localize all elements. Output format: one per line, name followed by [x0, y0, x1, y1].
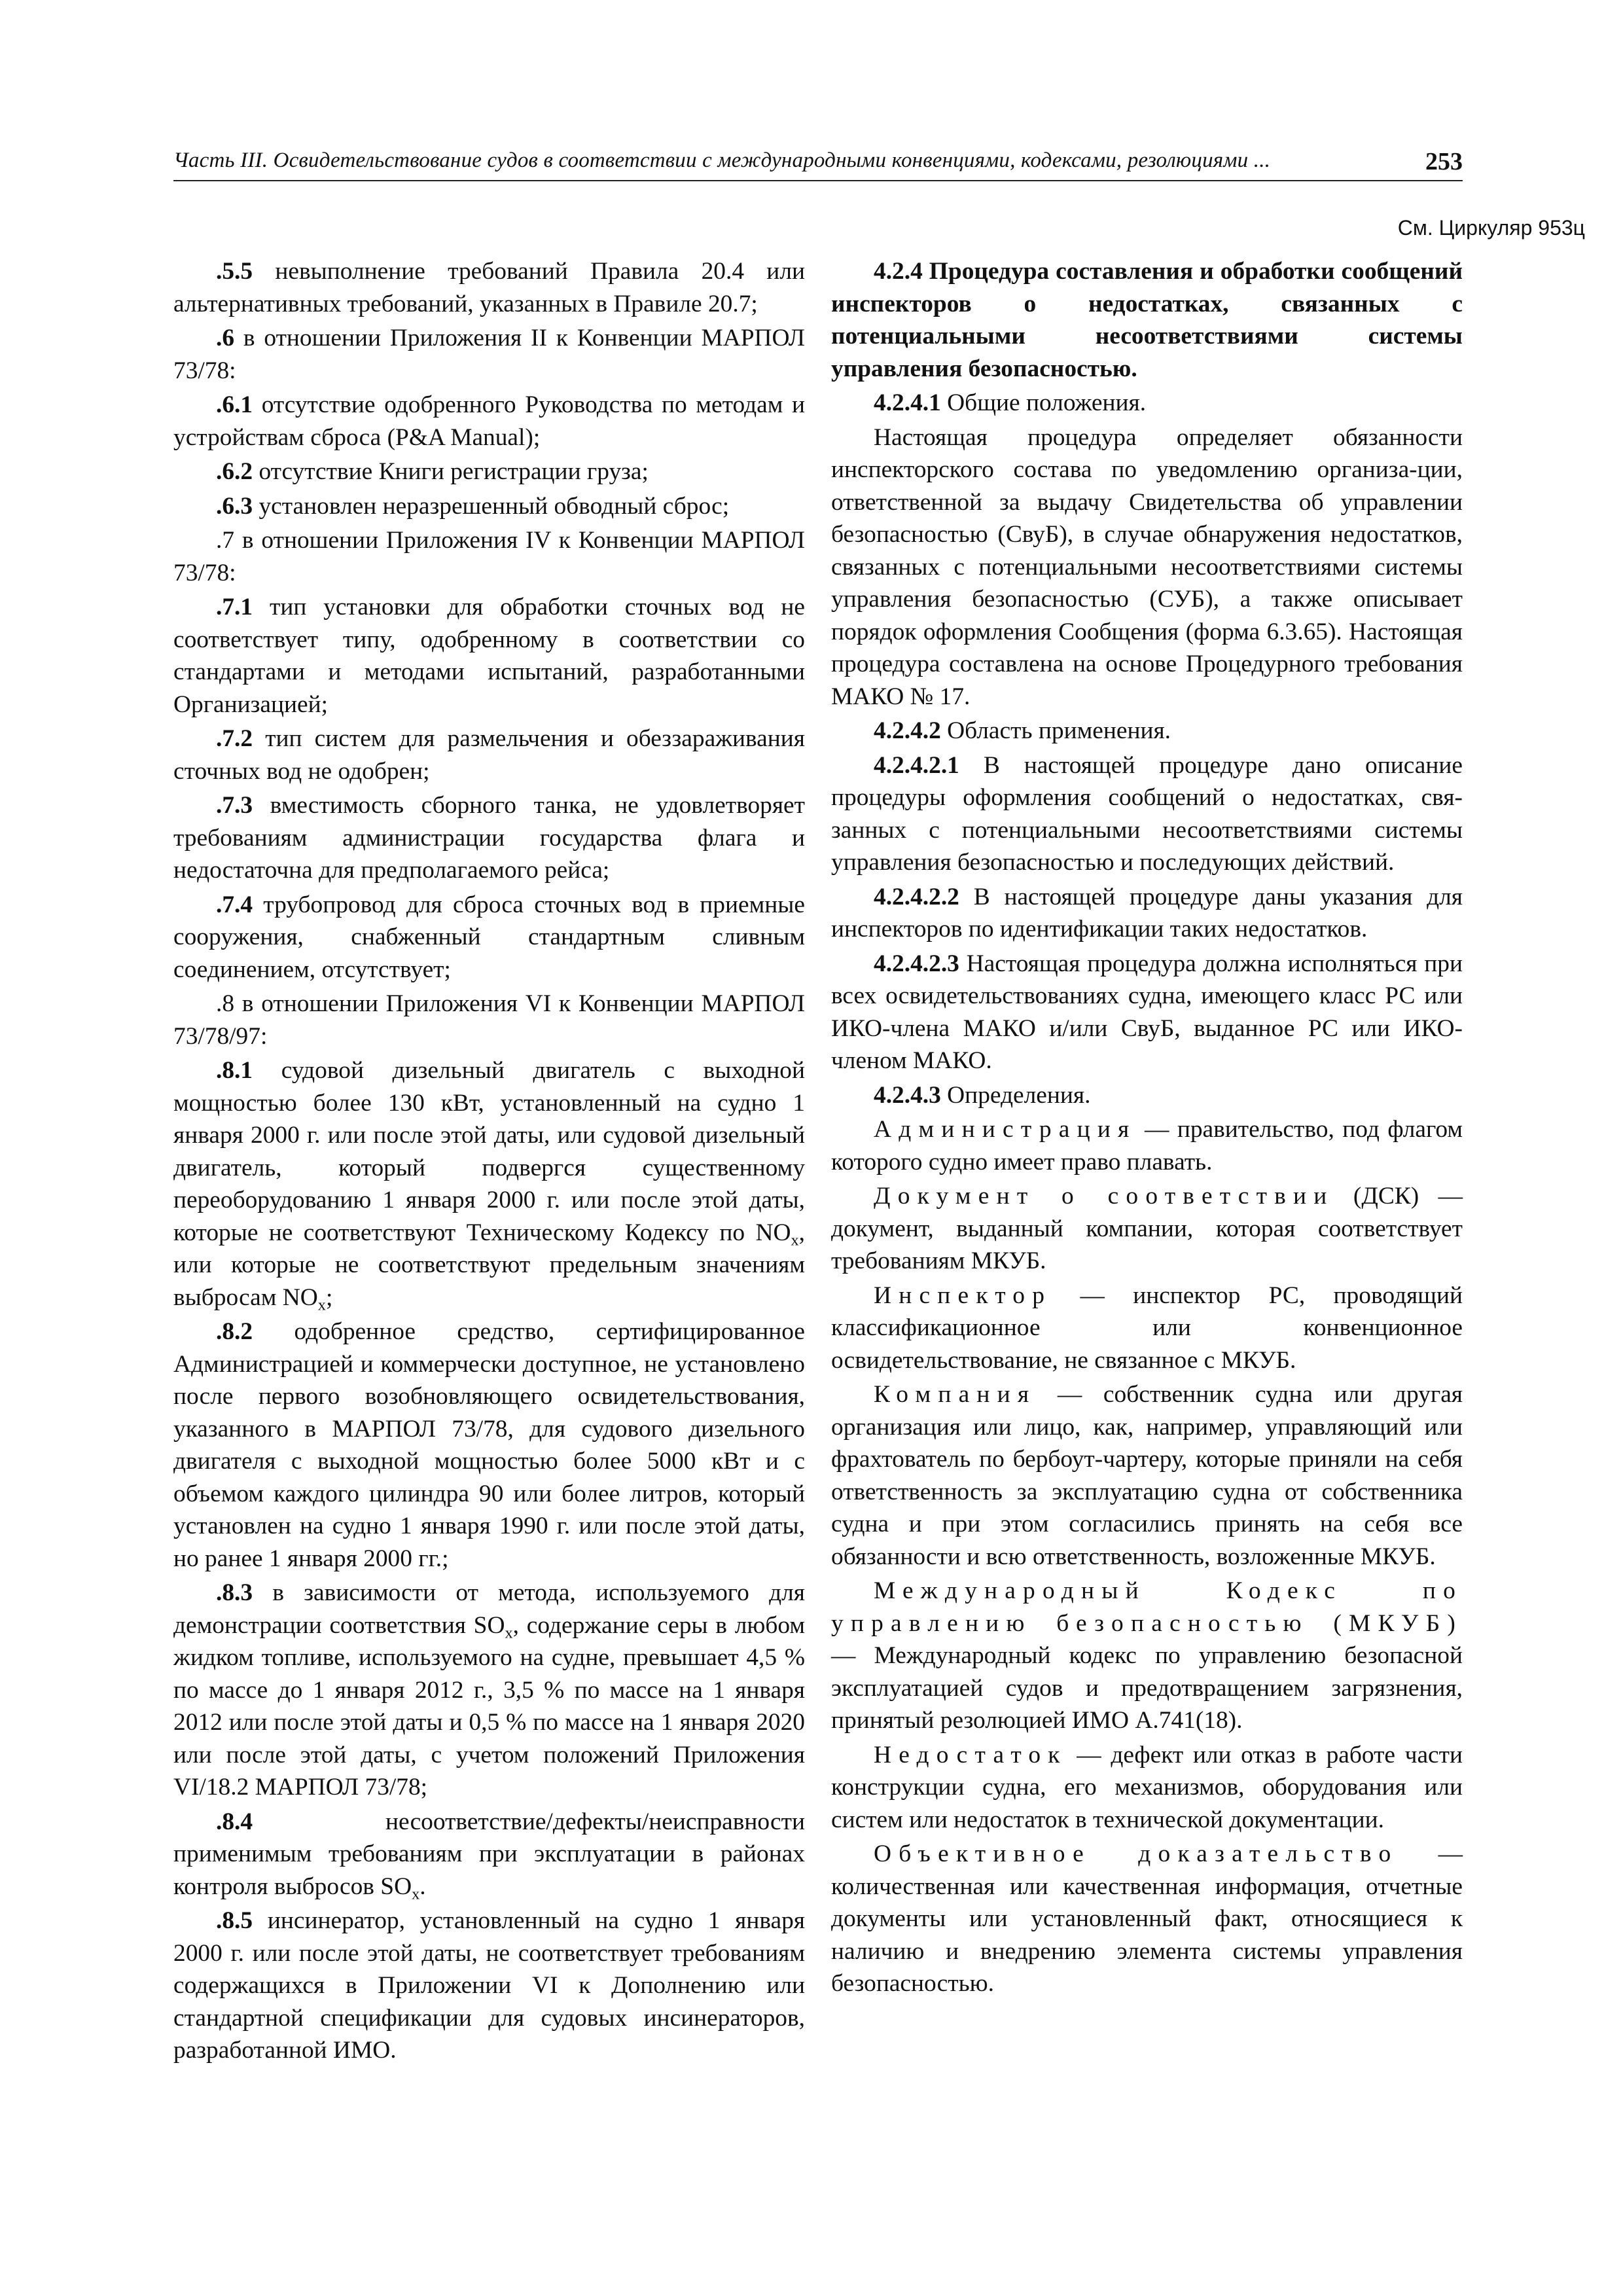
definition-term: Международный Кодекс по управлению безопасностью (МКУБ): [831, 1577, 1463, 1637]
paragraph: [173, 889, 805, 986]
paragraph-text: Область применения.: [940, 717, 1171, 744]
definition-text: — правительство, под флагом которого судно имеет право плавать.: [831, 1116, 1463, 1175]
running-header: [173, 147, 1463, 181]
definition-term: Недостаток: [874, 1741, 1067, 1768]
subscript: x: [505, 1623, 513, 1641]
item-number: .7.1: [216, 594, 253, 620]
paragraph-text: несоответствие/дефекты/неисправности применимым требованиям при эксплуатации в районах контроля выбросов SO: [173, 1808, 805, 1900]
subscript: x: [317, 1295, 326, 1314]
paragraph-text: в отношении Приложения IV к Конвенции МАРПОЛ 73/78:: [173, 527, 805, 586]
paragraph: [173, 591, 805, 721]
item-number: .6.3: [216, 492, 253, 520]
definition: [831, 1180, 1463, 1278]
paragraph: [173, 490, 805, 523]
definition-term: Компания: [874, 1381, 1037, 1408]
paragraph-text: отсутствие одобренного Руководства по методам и устройствам сброса (P&A Manual);: [173, 391, 805, 451]
item-number: .6.1: [216, 391, 253, 418]
paragraph: [831, 749, 1463, 879]
paragraph: [173, 723, 805, 787]
paragraph-text: Настоящая процедура должна исполняться при всех освидетельствованиях судна, имеющего класс РС или ИКО-члена МАКО и/или СвуБ, выданное РС или ИКО-членом МАКО.: [831, 950, 1463, 1074]
definition-text: — инспектор РС, проводящий классификационное или конвенционное освидетельствование, не связанное с МКУБ.: [831, 1282, 1463, 1374]
section-number: 4.2.4.2: [874, 717, 941, 744]
item-number: .7.4: [216, 891, 253, 918]
paragraph-text: в отношении Приложения II к Конвенции МАРПОЛ 73/78:: [173, 325, 805, 384]
paragraph: [831, 881, 1463, 946]
paragraph: [173, 1577, 805, 1804]
paragraph: [831, 422, 1463, 713]
definition-text: — количественная или качественная информация, отчетные документы или установленный факт, относящиеся к наличию и внедрению элемента системы управления безопасностью.: [831, 1840, 1463, 1997]
definition: [831, 1113, 1463, 1178]
paragraph-text: .: [419, 1873, 426, 1900]
paragraph-text: в отношении Приложения VI к Конвенции МАРПОЛ 73/78/97:: [173, 990, 805, 1050]
paragraph: [173, 1905, 805, 2067]
circular-reference-note: См. Циркуляр 953ц: [1397, 216, 1585, 240]
section-number: 4.2.4.3: [874, 1081, 941, 1109]
definition-term: Инспектор: [874, 1282, 1052, 1309]
paragraph: [173, 456, 805, 488]
section-number: 4.2.4.2.2: [874, 883, 959, 910]
section-title: Процедура составления и обработки сообщений инспекторов о недостатках, связанных с потенциальными несоответствиями системы управления безопасностью.: [831, 258, 1463, 382]
definition: [831, 1739, 1463, 1837]
paragraph: [173, 1806, 805, 1903]
paragraph-text: одобренное средство, сертифицированное Администрацией и коммерчески доступное, не установлено после первого возобновляющего освидетельствования, указанного в МАРПОЛ 73/78, для судового дизельного двигателя с выходной мощностью более 5000 кВт и с объемом каждого цилиндра 90 или более литров, который установлен на судно 1 января 1990 г. или после этой даты, но ранее 1 января 2000 гг.;: [173, 1318, 805, 1572]
item-number: .8.4: [216, 1808, 253, 1835]
paragraph-text: Настоящая процедура определяет обязанности инспекторского состава по уведомлению организа-ции, ответственной за выдачу Свидетельства об управлении безопасностью (СвуБ), в случае обнаружения недостатков, связанных с потенциальными несоответствиями системы управления безопасностью (СУБ), а также описывает порядок оформления Сообщения (форма 6.3.65). Настоящая процедура составлена на основе Процедурного требования МАКО № 17.: [831, 423, 1463, 710]
subscript: x: [412, 1884, 420, 1903]
definition-text: (ДСК) — документ, выданный компании, которая соответствует требованиям МКУБ.: [831, 1183, 1463, 1274]
paragraph-text: судовой дизельный двигатель с выходной мощностью более 130 кВт, установленный на судно 1 января 2000 г. или после этой даты, или судовой дизельный двигатель, который подвергся существенному переоборудованию 1 января 2000 г. или после этой даты, которые не соответствуют Техническому Кодексу по NO: [173, 1057, 805, 1246]
paragraph-text: ;: [325, 1283, 333, 1311]
paragraph: [173, 524, 805, 589]
running-header-title: Часть III. Освидетельствование судов в соответствии с международными конвенциями, кодексами, резолюциями ...: [173, 149, 1271, 172]
subscript: x: [791, 1230, 799, 1249]
paragraph: [173, 1054, 805, 1314]
left-column: [173, 255, 805, 2069]
definition-term: Документ о соответствии: [874, 1183, 1334, 1210]
paragraph-text: тип систем для размельчения и обеззараживания сточных вод не одобрен;: [173, 725, 805, 785]
section-heading: [831, 255, 1463, 385]
paragraph-text: в зависимости от метода, используемого для демонстрации соответствия SO: [173, 1579, 805, 1639]
item-number: .7: [216, 527, 235, 554]
paragraph: [173, 389, 805, 454]
item-number: .8.5: [216, 1907, 253, 1934]
paragraph: [831, 715, 1463, 747]
paragraph-text: инсинератор, установленный на судно 1 января 2000 г. или после этой даты, не соответствует требованиям содержащихся в Приложении VI к Дополнению или стандартной спецификации для судовых инсинераторов, разработанной ИМО.: [173, 1907, 805, 2064]
paragraph: [173, 988, 805, 1052]
paragraph-text: , содержание серы в любом жидком топливе, используемого на судне, превышает 4,5 % по массе до 1 января 2012 г., 3,5 % по массе на 1 января 2012 или после этой даты и 0,5 % по массе на 1 января 2020 или после этой даты, с учетом положений Приложения VI/18.2 МАРПОЛ 73/78;: [173, 1611, 805, 1801]
paragraph-text: невыполнение требований Правила 20.4 или альтернативных требований, указанных в Правиле 20.7;: [173, 258, 805, 317]
section-number: 4.2.4.2.1: [874, 751, 959, 779]
page-number: 253: [1425, 148, 1463, 175]
section-number: 4.2.4: [874, 258, 923, 285]
definition-text: — собственник судна или другая организация или лицо, как, например, управляющий или фрахтователь по бербоут-чартеру, которые приняли на себя ответственность за эксплуатацию судна от собственника судна и при этом согласились принять на себя все обязанности и всю ответственность, возложенные МКУБ.: [831, 1381, 1463, 1570]
paragraph-text: отсутствие Книги регистрации груза;: [253, 458, 649, 485]
paragraph-text: В настоящей процедуре дано описание процедуры оформления сообщений о недостатках, свя-занных с потенциальными несоответствиями системы управления безопасностью и последующих действий.: [831, 751, 1463, 876]
definition: [831, 1280, 1463, 1377]
item-number: .6.2: [216, 458, 253, 485]
definition-text: — дефект или отказ в работе части конструкции судна, его механизмов, оборудования или систем или недостаток в технической документации.: [831, 1741, 1463, 1833]
definition-term: Объективное доказательство: [874, 1840, 1399, 1867]
paragraph: [173, 255, 805, 320]
item-number: .8.1: [216, 1057, 253, 1084]
paragraph: [173, 1316, 805, 1575]
definition-term: Администрация: [874, 1116, 1137, 1143]
paragraph: [173, 789, 805, 887]
definition: [831, 1575, 1463, 1737]
paragraph-text: тип установки для обработки сточных вод не соответствует типу, одобренному в соответствии со стандартами и методами испытаний, разработанными Организацией;: [173, 594, 805, 718]
item-number: .5.5: [216, 258, 253, 285]
paragraph: [831, 387, 1463, 420]
item-number: .7.2: [216, 725, 253, 752]
paragraph-text: Общие положения.: [940, 389, 1147, 416]
item-number: .6: [216, 325, 235, 351]
right-column: [831, 255, 1463, 2002]
item-number: .8.2: [216, 1318, 253, 1345]
paragraph-text: трубопровод для сброса сточных вод в приемные сооружения, снабженный стандартным сливным соединением, отсутствует;: [173, 891, 805, 983]
section-number: 4.2.4.1: [874, 389, 941, 416]
paragraph: [173, 322, 805, 387]
paragraph: [831, 1079, 1463, 1112]
paragraph-text: В настоящей процедуре даны указания для инспекторов по идентификации таких недостатков.: [831, 883, 1463, 942]
paragraph-text: , или которые не соответствуют предельным значениям выбросам NO: [173, 1219, 805, 1311]
paragraph-text: установлен неразрешенный обводный сброс;: [253, 492, 730, 520]
section-number: 4.2.4.2.3: [874, 950, 959, 977]
definition: [831, 1378, 1463, 1573]
item-number: .8.3: [216, 1579, 253, 1606]
paragraph-text: Определения.: [940, 1081, 1091, 1109]
item-number: .7.3: [216, 792, 253, 819]
item-number: .8: [216, 990, 235, 1017]
definition-text: — Международный кодекс по управлению безопасной эксплуатацией судов и предотвращением загрязнения, принятый резолюцией ИМО А.741(18).: [831, 1642, 1463, 1734]
paragraph: [831, 948, 1463, 1077]
paragraph-text: вместимость сборного танка, не удовлетворяет требованиям администрации государства флага и недостаточна для предполагаемого рейса;: [173, 792, 805, 884]
definition: [831, 1838, 1463, 2000]
